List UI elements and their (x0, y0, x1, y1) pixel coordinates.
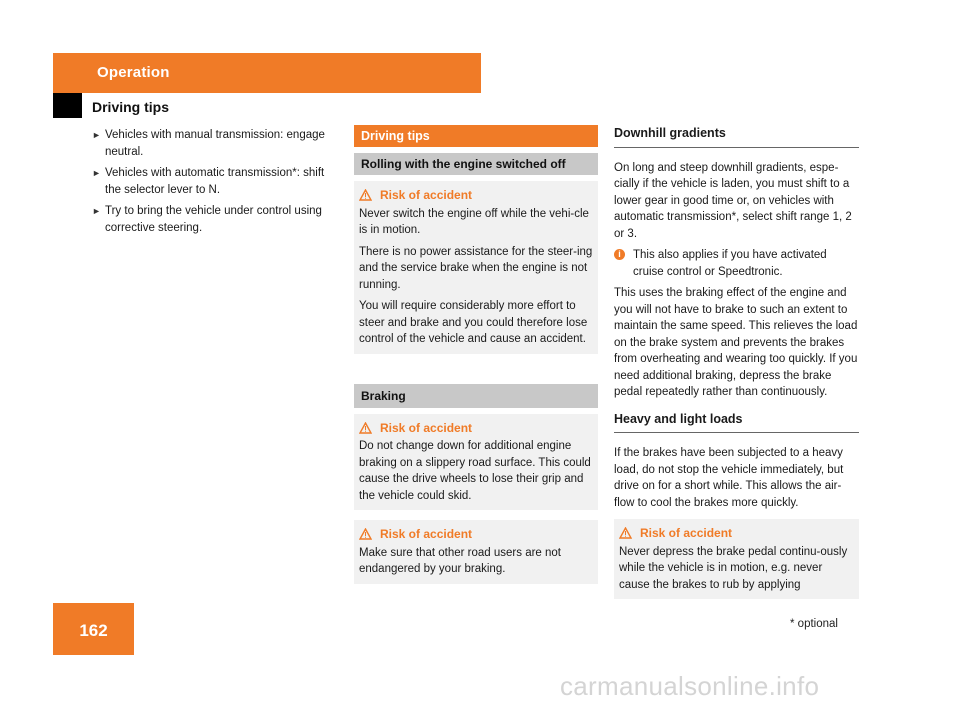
braking-warning-box-2 (354, 520, 598, 584)
braking-warning-box (354, 414, 598, 511)
paragraph: On long and steep downhill gradients, espe-cially if the vehicle is laden, you must shift to a lower gear in good time or, on vehicles with automatic transmission*, select shift range 1, 2 or 3. (614, 161, 852, 240)
column-left (92, 127, 340, 241)
paragraph: Never depress the brake pedal continu-ously while the vehicle is in motion, e.g. never cause the brakes to rub by applying (619, 545, 848, 591)
watermark: carmanualsonline.info (560, 671, 820, 701)
column-right (614, 125, 859, 599)
loads-warning-box (614, 519, 859, 599)
paragraph: Never switch the engine off while the vehi-cle is in motion. (359, 207, 589, 236)
page-subtitle: Driving tips (92, 99, 170, 115)
triangle-right-icon: ► (92, 206, 101, 216)
list-item: ► Vehicles with automatic transmission*: shift the selector lever to N. (92, 167, 325, 196)
section-title: Operation (97, 64, 170, 81)
rolling-heading: Rolling with the engine switched off (354, 153, 598, 175)
warning-heading: Risk of accident (359, 187, 593, 204)
info-note: i This also applies if you have activated cruise control or Speedtronic. (614, 247, 859, 280)
warning-triangle-icon (359, 422, 372, 434)
warning-triangle-icon (359, 189, 372, 201)
rolling-warning-box (354, 181, 598, 354)
info-icon: i (614, 249, 625, 260)
warning-triangle-icon (619, 527, 632, 539)
column-middle (354, 125, 598, 584)
warning-heading: Risk of accident (359, 420, 593, 437)
paragraph: If the brakes have been subjected to a heavy load, do not stop the vehicle immediately, but drive on for a short while. This allows the air-flow to cool the brakes more quickly. (614, 447, 844, 509)
warning-heading: Risk of accident (619, 525, 854, 542)
downhill-heading: Downhill gradients (614, 125, 859, 148)
paragraph: Make sure that other road users are not endangered by your braking. (359, 546, 561, 575)
braking-heading: Braking (354, 384, 598, 408)
loads-heading: Heavy and light loads (614, 411, 859, 434)
driving-tips-heading: Driving tips (354, 125, 598, 147)
section-tab-marker (53, 93, 82, 118)
triangle-right-icon: ► (92, 168, 101, 178)
list-item: ► Vehicles with manual transmission: engage neutral. (92, 129, 325, 158)
paragraph: You will require considerably more effort to steer and brake and you could therefore lose control of the vehicle and cause an accident. (359, 300, 588, 345)
paragraph: This uses the braking effect of the engine and you will not have to brake to such an extent to maintain the same speed. This relieves the load on the brake system and prevents the brakes from overheating and wearing too quickly. If you need additional braking, depress the brake pedal repeatedly rather than continuously. (614, 287, 858, 398)
list-item: ► Try to bring the vehicle under control using corrective steering. (92, 205, 322, 234)
page-number: 162 (79, 621, 108, 640)
footnote: * optional (790, 618, 838, 630)
warning-heading: Risk of accident (359, 526, 593, 543)
warning-triangle-icon (359, 528, 372, 540)
paragraph: Do not change down for additional engine braking on a slippery road surface. This could cause the drive wheels to lose their grip and the vehicle could skid. (359, 440, 591, 502)
paragraph: There is no power assistance for the steer-ing and the service brake when the engine is not running. (359, 245, 593, 291)
triangle-right-icon: ► (92, 130, 101, 140)
